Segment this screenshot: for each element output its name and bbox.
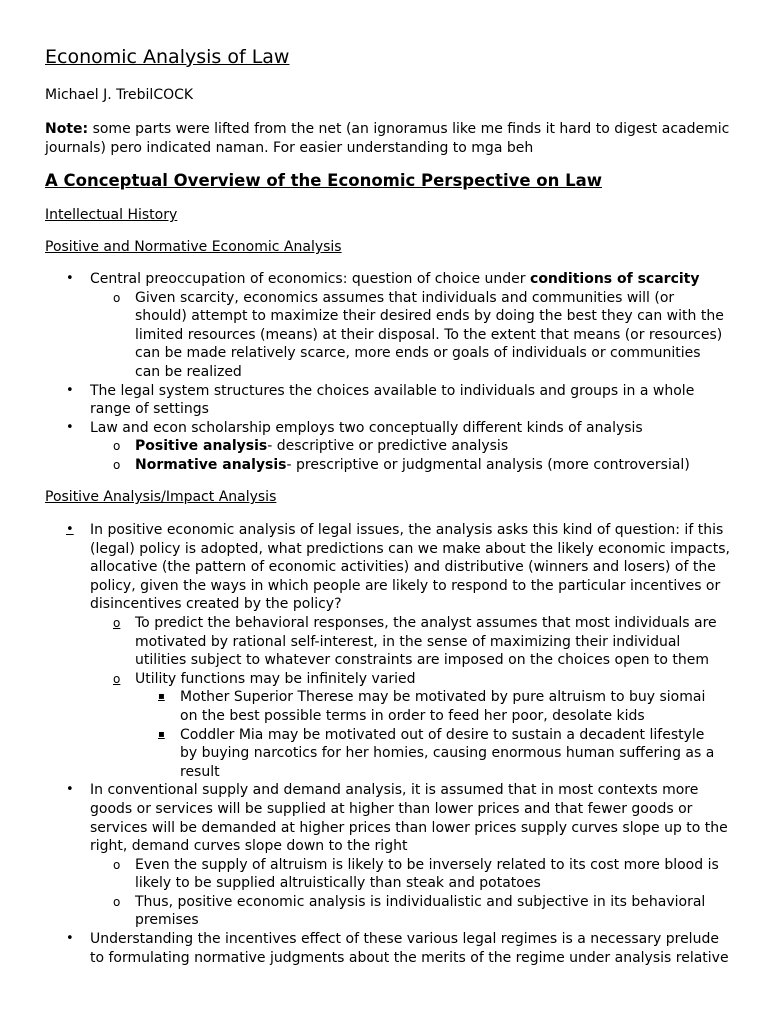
section-heading: A Conceptual Overview of the Economic Perspective on Law [45, 171, 603, 190]
positive-impact-list [0, 521, 730, 967]
bullet-marker: • [66, 522, 74, 537]
list-item-text: Central preoccupation of economics: question of choice under [90, 271, 531, 287]
sub-bullet-marker: o [113, 671, 121, 686]
list-item [0, 521, 730, 614]
list-item-text: To predict the behavioral responses, the analyst assumes that most individuals are motivated by rational self-interest, in the sense of maximizing their individual utilities subject to whatever constraints are imposed on the choices open to them [135, 614, 717, 669]
list-item-text: Even the supply of altruism is likely to be inversely related to its cost more blood is likely to be supplied altruistically than steak and potatoes [135, 856, 719, 892]
square-bullet-marker: ▪ [158, 691, 165, 703]
sub-bullet-marker: o [113, 439, 121, 454]
sub-bullet-marker: o [113, 290, 121, 305]
list-item [0, 614, 725, 670]
square-bullet-marker: ▪ [158, 728, 165, 740]
subhead-intellectual-history: Intellectual History [45, 207, 178, 223]
bullet-marker: • [66, 271, 74, 286]
list-item [0, 270, 730, 289]
bullet-marker: • [66, 419, 74, 435]
sub-bullet-marker: o [113, 615, 121, 630]
list-item-text: Law and econ scholarship employs two conceptually different kinds of analysis [90, 419, 643, 436]
list-item [0, 437, 725, 456]
sub-bullet-marker: o [113, 894, 121, 909]
list-item [0, 930, 730, 967]
list-item [0, 726, 725, 782]
list-item [0, 670, 725, 689]
list-item [0, 289, 725, 382]
list-item-bold: Positive analysis [135, 438, 268, 455]
list-item-text: In conventional supply and demand analysis, it is assumed that in most contexts more goods or services will be supplied at higher than lower prices and that fewer goods or services will be demanded at higher prices than lower prices supply curves slope up to the right, demand curves slope down to the right [90, 782, 728, 855]
sub-bullet-marker: o [113, 457, 121, 472]
list-item-bold: Normative analysis [135, 456, 287, 473]
list-item [0, 856, 725, 893]
subhead-positive-impact: Positive Analysis/Impact Analysis [45, 489, 277, 505]
list-item-text: - descriptive or predictive analysis [267, 438, 509, 455]
list-item-text: Mother Superior Therese may be motivated by pure altruism to buy siomai on the best possible terms in order to feed her poor, desolate kids [180, 689, 706, 724]
list-item-text: Given scarcity, economics assumes that individuals and communities will (or should) attempt to maximize their desired ends by doing the best they can with the limited resources (means) at their disposal. To the extent that means (or resources) can be made relatively scarce, more ends or goals of individuals or communities can be realized [135, 289, 724, 380]
subhead-positive-normative: Positive and Normative Economic Analysis [45, 239, 342, 255]
list-item [0, 688, 725, 725]
bullet-marker: • [66, 382, 74, 398]
list-item-text: Understanding the incentives effect of these various legal regimes is a necessary prelude to formulating normative judgments about the merits of the regime under analysis relative [90, 931, 729, 966]
note-label: Note: [45, 121, 89, 137]
list-item-text: The legal system structures the choices available to individuals and groups in a whole range of settings [90, 382, 695, 418]
list-item-text: Thus, positive economic analysis is individualistic and subjective in its behavioral premises [135, 893, 706, 929]
note-text: some parts were lifted from the net (an ignoramus like me finds it hard to digest academic journals) pero indicated naman. For easier understanding to mga beh [45, 121, 730, 156]
note-paragraph [45, 120, 735, 158]
list-item-text: Utility functions may be infinitely varied [135, 670, 416, 687]
list-item [0, 456, 725, 475]
list-item-text: - prescriptive or judgmental analysis (more controversial) [286, 456, 690, 473]
list-item [0, 781, 730, 855]
list-item-bold: conditions of scarcity [530, 271, 700, 287]
bullet-marker: • [66, 782, 74, 798]
list-item [0, 893, 725, 930]
author-name: Michael J. TrebilCOCK [45, 87, 194, 103]
document-title: Economic Analysis of Law [45, 46, 290, 68]
list-item [0, 382, 730, 419]
bullet-marker: • [66, 931, 74, 947]
list-item [0, 419, 730, 438]
list-item-text: In positive economic analysis of legal issues, the analysis asks this kind of question: if this (legal) policy is adopted, what predictions can we make about the likely economic impacts, allocative (the pattern of economic activities) and distributive (winners and losers) of the policy, given the ways in which people are likely to respond to the particular incentives or disincentives created by the policy? [90, 522, 730, 613]
sub-bullet-marker: o [113, 857, 121, 872]
list-item-text: Coddler Mia may be motivated out of desire to sustain a decadent lifestyle by buying narcotics for her homies, causing enormous human suffering as a result [180, 726, 715, 780]
positive-normative-list [0, 270, 730, 475]
